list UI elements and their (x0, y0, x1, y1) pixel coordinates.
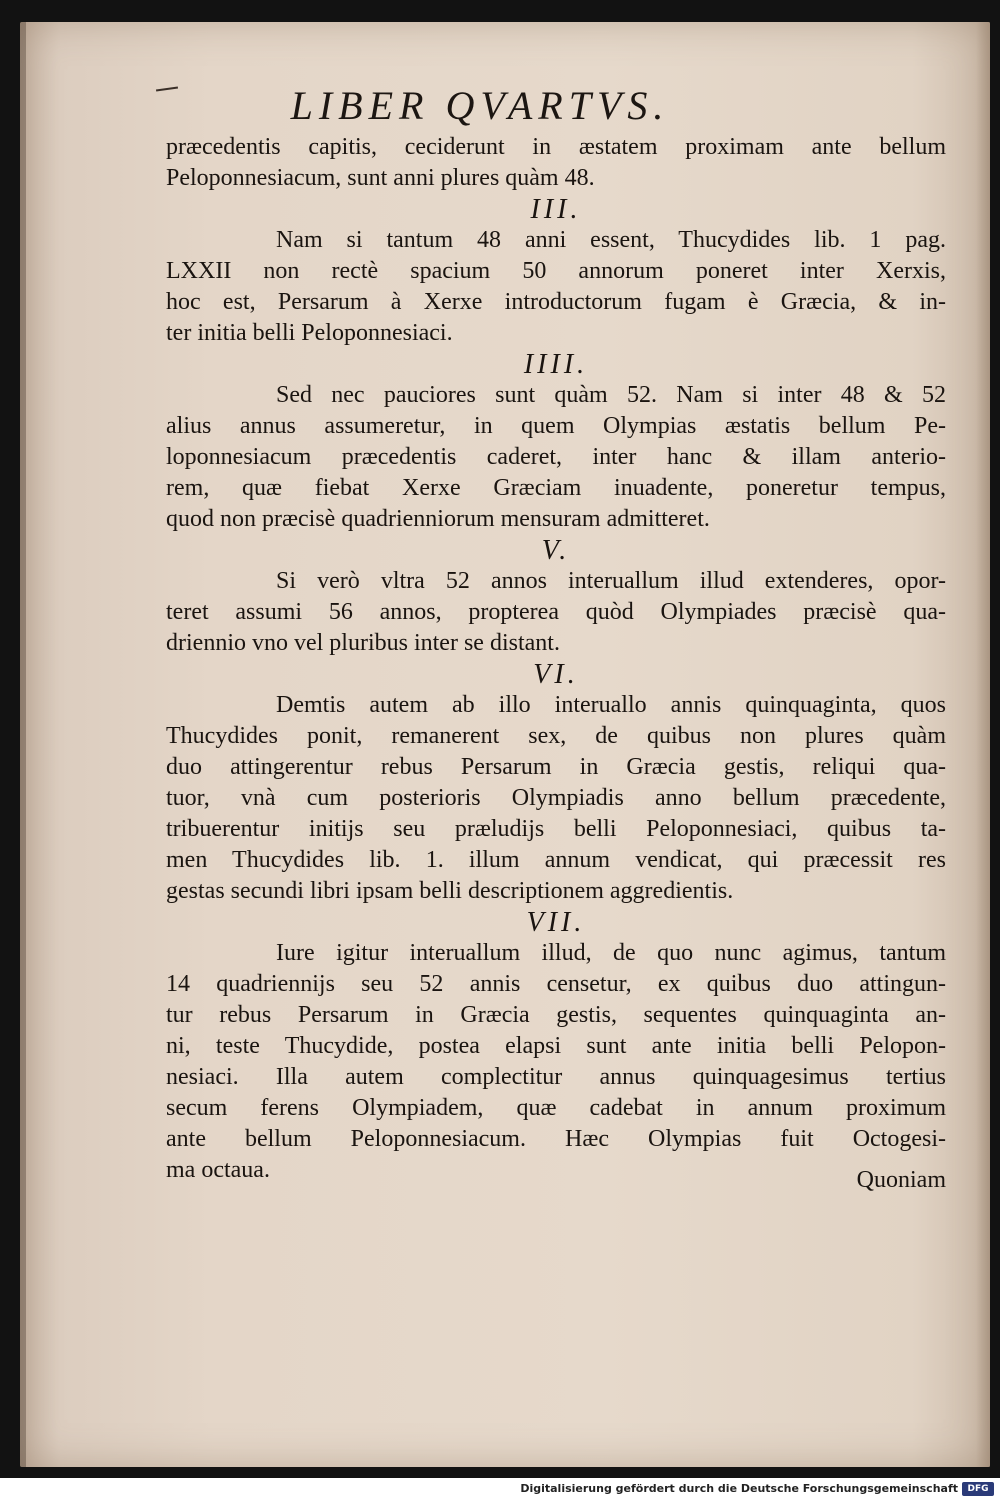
text-line: secum ferens Olympiadem, quæ cadebat in annum proximum (166, 1095, 946, 1121)
page-body-text (166, 132, 946, 1193)
text-line: Iure igitur interuallum illud, de quo nunc agimus, tantum (276, 940, 946, 966)
text-line: ter initia belli Peloponnesiaci. (166, 320, 453, 346)
text-line: præcedentis capitis, ceciderunt in æstatem proximam ante bellum (166, 134, 946, 160)
text-line: tuor, vnà cum posterioris Olympiadis anno bellum præcedente, (166, 785, 946, 811)
section-heading: VII. (526, 907, 586, 938)
text-line: LXXII non rectè spacium 50 annorum poneret inter Xerxis, (166, 258, 946, 284)
text-line: Sed nec pauciores sunt quàm 52. Nam si inter 48 & 52 (276, 382, 946, 408)
text-line: alius annus assumeretur, in quem Olympias æstatis bellum Pe- (166, 413, 946, 439)
footer-bar (0, 1478, 1000, 1501)
text-line: Thucydides ponit, remanerent sex, de quibus non plures quàm (166, 723, 946, 749)
text-line: 14 quadriennijs seu 52 annis censetur, ex quibus duo attingun- (166, 971, 946, 997)
text-line: nesiaci. Illa autem complectitur annus quinquagesimus tertius (166, 1064, 946, 1090)
page-binding-shadow (20, 22, 26, 1467)
section-heading: VI. (533, 659, 579, 690)
text-line: rem, quæ fiebat Xerxe Græciam inuadente, poneretur tempus, (166, 475, 946, 501)
text-line: Demtis autem ab illo interuallo annis quinquaginta, quos (276, 692, 946, 718)
text-line: duo attingerentur rebus Persarum in Græcia gestis, reliqui qua- (166, 754, 946, 780)
text-line: Si verò vltra 52 annos interuallum illud extenderes, opor- (276, 568, 946, 594)
dfg-logo: DFG (962, 1482, 994, 1496)
text-line: men Thucydides lib. 1. illum annum vendicat, qui præcessit res (166, 847, 946, 873)
text-line: quod non præcisè quadrienniorum mensuram admitteret. (166, 506, 710, 532)
section-heading: IIII. (523, 349, 589, 380)
running-head: LIBER QVARTVS. (290, 83, 670, 128)
section-heading: III. (530, 194, 582, 225)
text-line: gestas secundi libri ipsam belli descriptionem aggredientis. (166, 878, 734, 904)
text-line: Nam si tantum 48 anni essent, Thucydides lib. 1 pag. (276, 227, 946, 253)
text-line: ni, teste Thucydide, postea elapsi sunt ante initia belli Pelopon- (166, 1033, 946, 1059)
text-line: ante bellum Peloponnesiacum. Hæc Olympias fuit Octogesi- (166, 1126, 946, 1152)
closing-line-row (166, 1155, 946, 1193)
text-line: loponnesiacum præcedentis caderet, inter hanc & illam anterio- (166, 444, 946, 470)
page-edge-shadow (976, 22, 990, 1467)
text-line: ma octaua. (166, 1157, 270, 1183)
footer-credit: Digitalisierung gefördert durch die Deutsche Forschungsgemeinschaft (520, 1482, 958, 1495)
text-line: driennio vno vel pluribus inter se distant. (166, 630, 560, 656)
text-line: tur rebus Persarum in Græcia gestis, sequentes quinquaginta an- (166, 1002, 946, 1028)
text-line: teret assumi 56 annos, propterea quòd Olympiades præcisè qua- (166, 599, 946, 625)
catchword: Quoniam (856, 1167, 946, 1193)
text-line: Peloponnesiacum, sunt anni plures quàm 48. (166, 165, 595, 191)
text-line: hoc est, Persarum à Xerxe introductorum fugam è Græcia, & in- (166, 289, 946, 315)
text-line: tribuerentur initijs seu præludijs belli Peloponnesiaci, quibus ta- (166, 816, 946, 842)
section-heading: V. (541, 535, 571, 566)
